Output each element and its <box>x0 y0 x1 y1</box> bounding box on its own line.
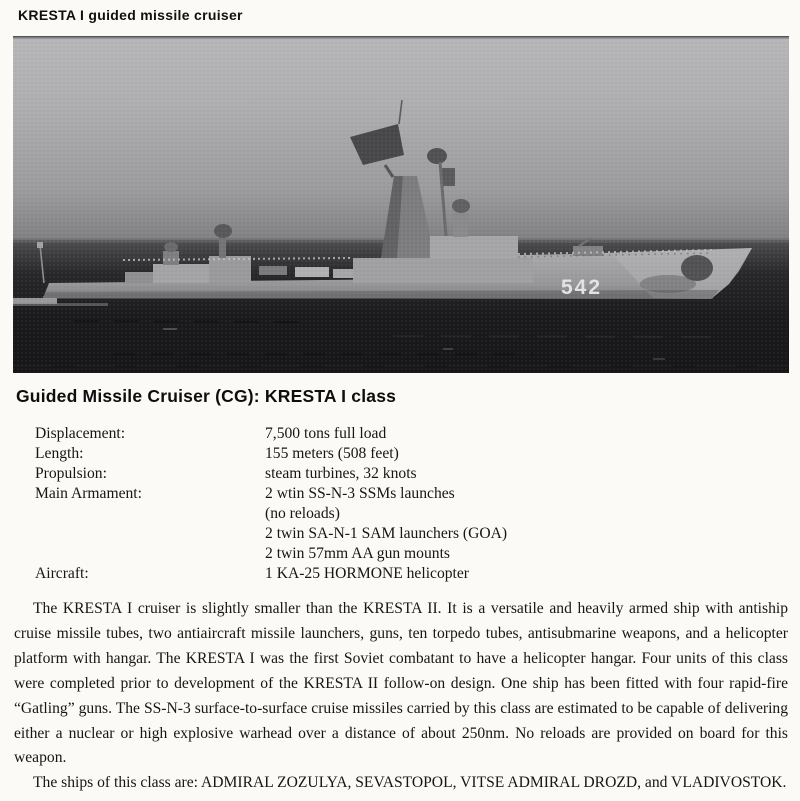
spec-label <box>35 524 265 544</box>
spec-value: steam turbines, 32 knots <box>265 465 417 482</box>
spec-value: 2 twin 57mm AA gun mounts <box>265 545 450 562</box>
spec-label <box>35 504 265 524</box>
spec-label <box>35 544 265 564</box>
spec-value: 2 twin SA-N-1 SAM launchers (GOA) <box>265 525 508 542</box>
page-header-title: KRESTA I guided missile cruiser <box>18 7 243 23</box>
spec-value: (no reloads) <box>265 505 340 522</box>
spec-value: 155 meters (508 feet) <box>265 445 399 462</box>
spec-label: Displacement: <box>35 425 126 442</box>
spec-label: Aircraft: <box>35 565 89 582</box>
spec-row <box>35 424 775 444</box>
spec-value: 1 KA-25 HORMONE helicopter <box>265 565 469 582</box>
spec-row <box>35 444 775 464</box>
halftone-grain <box>13 36 789 373</box>
spec-row <box>35 464 775 484</box>
spec-row <box>35 564 775 584</box>
ship-photo-illustration <box>13 36 789 373</box>
spec-row <box>35 504 775 524</box>
spec-value: 2 wtin SS-N-3 SSMs launches <box>265 485 455 502</box>
spec-value: 7,500 tons full load <box>265 425 387 442</box>
body-text <box>14 597 788 796</box>
spec-row <box>35 524 775 544</box>
spec-label: Main Armament: <box>35 485 142 502</box>
body-paragraph: The ships of this class are: ADMIRAL ZOZULYA, SEVASTOPOL, VITSE ADMIRAL DROZD, and VLADIVOSTOK. <box>33 774 787 792</box>
ship-photo <box>13 36 789 373</box>
spec-label: Propulsion: <box>35 465 107 482</box>
spec-row <box>35 544 775 564</box>
body-paragraph: The KRESTA I cruiser is slightly smaller than the KRESTA II. It is a versatile and heavily armed ship with antiship cruise missile tubes, two antiaircraft missile launchers, guns, ten torpedo tubes, antisubmarine weapons, and a helicopter platform with hangar. The KRESTA I was the first Soviet combatant to have a helicopter hangar. Four units of this class were completed prior to development of the KRESTA II follow-on design. One ship has been fitted with four rapid-fire “Gatling” guns. The SS-N-3 surface-to-surface cruise missiles carried by this class are estimated to be capable of delivering either a nuclear or high explosive warhead over a distance of about 250nm. No reloads are provided on board for this weapon. <box>14 600 788 767</box>
spec-table <box>35 424 775 584</box>
spec-label: Length: <box>35 445 84 462</box>
section-title: Guided Missile Cruiser (CG): KRESTA I class <box>16 386 397 406</box>
spec-row <box>35 484 775 504</box>
